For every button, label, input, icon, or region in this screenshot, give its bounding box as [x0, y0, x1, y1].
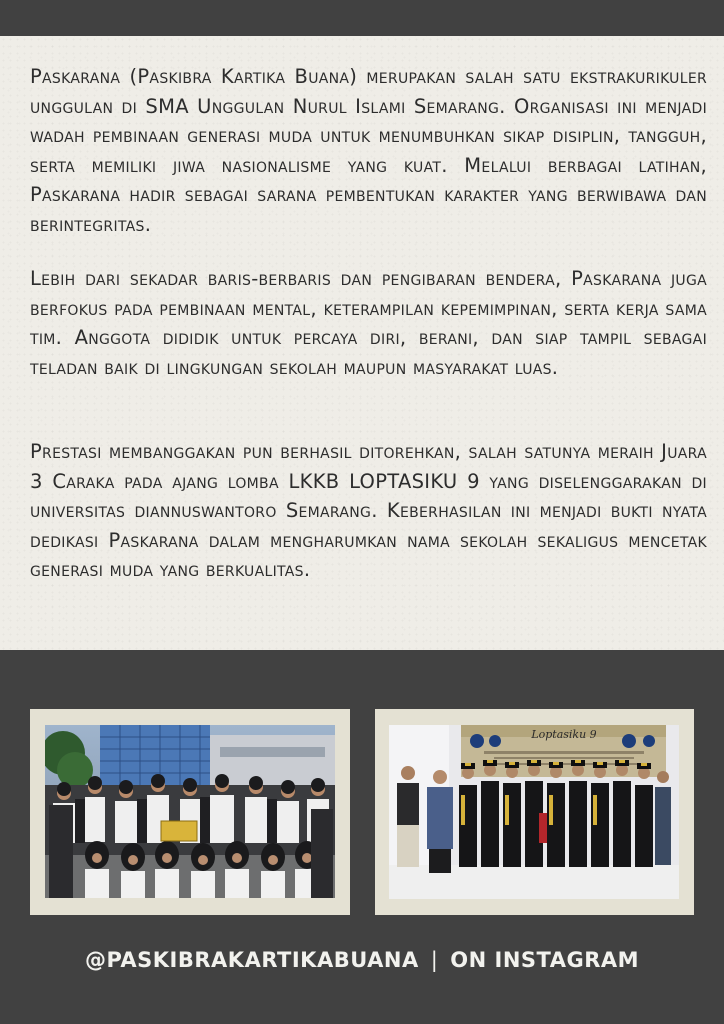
instagram-footer [0, 948, 724, 972]
group-photo-outdoor-image [45, 725, 335, 898]
paragraph-intro: Paskarana (Paskibra Kartika Buana) merupakan salah satu ekstrakurikuler unggulan di SMA Unggulan Nurul Islami Semarang. Organisasi ini menjadi wadah pembinaan generasi muda untuk menumbuhkan sikap disiplin, tangguh, serta memiliki jiwa nasionalisme yang kuat. Melalui berbagai latihan, Paskarana hadir sebagai sarana pembentukan karakter yang berwibawa dan berintegritas. [30, 65, 707, 236]
group-photo-ceremony [389, 725, 679, 899]
instagram-handle[interactable]: @PASKIBRAKARTIKABUANA [84, 948, 419, 972]
loptasiku-banner-title: Loptasiku 9 [531, 728, 597, 741]
group-photo-ceremony-image [389, 725, 679, 899]
photo-frame-right [375, 709, 694, 915]
paragraph-activities: Lebih dari sekadar baris-berbaris dan pengibaran bendera, Paskarana juga berfokus pada pembinaan mental, keterampilan kepemimpinan, serta kerja sama tim. Anggota dididik untuk percaya diri, berani, dan siap tampil sebagai teladan baik di lingkungan sekolah maupun masyarakat luas. [30, 267, 707, 379]
paragraph-achievement: Prestasi membanggakan pun berhasil ditorehkan, salah satunya meraih Juara 3 Caraka pada ajang lomba LKKB LOPTASIKU 9 yang diselenggarakan di universitas diannuswantoro Semarang. Keberhasilan ini menjadi bukti nyata dedikasi Paskarana dalam mengharumkan nama sekolah sekaligus mencetak generasi muda yang berkualitas. [30, 440, 707, 581]
group-photo-outdoor [45, 725, 335, 898]
footer-separator: | [430, 948, 439, 972]
top-band [0, 0, 724, 36]
photo-frame-left [30, 709, 350, 915]
instagram-platform-label: ON INSTAGRAM [450, 948, 640, 972]
